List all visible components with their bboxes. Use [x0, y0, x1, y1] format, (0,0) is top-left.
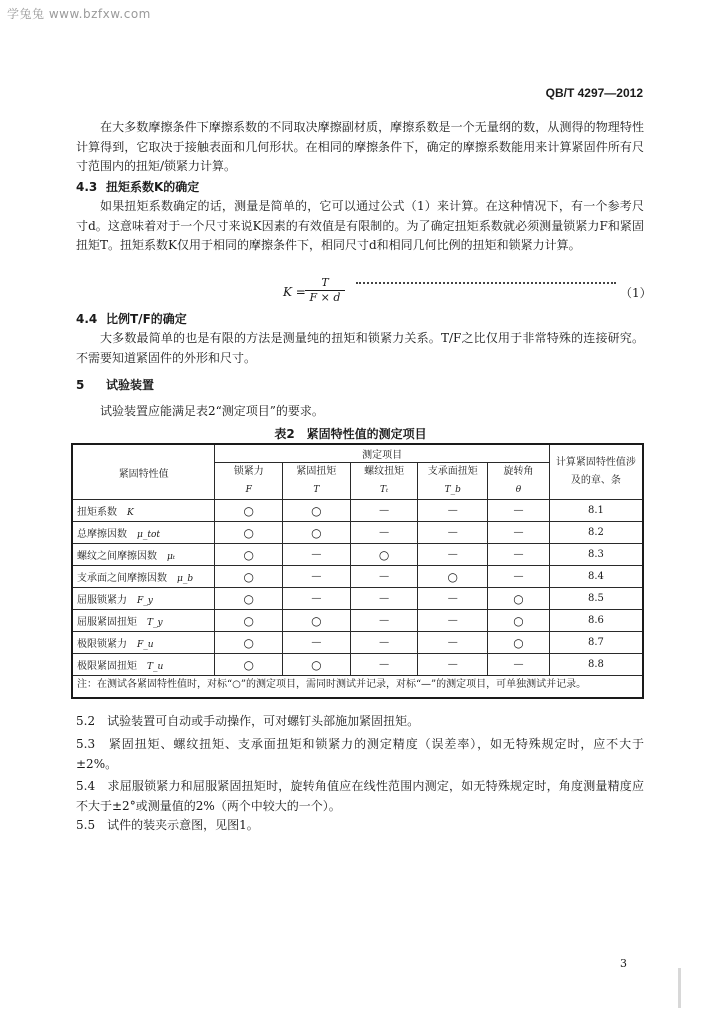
subheader-cell — [488, 463, 550, 500]
row-symbol: μₜ — [167, 552, 176, 562]
subheader-cell — [283, 463, 351, 500]
not-required-mark: — — [488, 522, 550, 544]
heading-5 — [76, 376, 154, 393]
measured-mark: ○ — [488, 588, 550, 610]
item-number: 5.4 — [76, 779, 96, 793]
not-required-mark: — — [418, 610, 488, 632]
measured-mark: ○ — [215, 654, 283, 676]
item-text: 试验装置可自动或手动操作，可对螺钉头部施加紧固扭矩。 — [107, 714, 420, 728]
not-required-mark: — — [283, 632, 351, 654]
row-label-cell — [72, 588, 215, 610]
item-text: 求屈服锁紧力和屈服紧固扭矩时，旋转角值应在线性范围内测定，如无特殊规定时，角度测量精度应不大于±2°或测量值的2%（两个中较大的一个）。 — [76, 779, 644, 813]
measured-mark: ○ — [283, 500, 351, 522]
equation-number: （1） — [620, 286, 652, 300]
measured-mark: ○ — [418, 566, 488, 588]
table-row — [72, 588, 643, 610]
heading-4-4 — [76, 310, 187, 327]
table-caption: 表2 紧固特性值的测定项目 — [274, 427, 427, 441]
measured-mark: ○ — [215, 522, 283, 544]
paragraph-4-4: 大多数最简单的也是有限的方法是测量纯的扭矩和锁紧力关系。T/F之比仅用于非常特殊的连接研究。不需要知道紧固件的外形和尺寸。 — [76, 331, 644, 365]
row-symbol: T_y — [147, 618, 163, 628]
watermark: 学兔兔 www.bzfxw.com — [7, 7, 151, 21]
row-label: 极限紧固扭矩 — [77, 661, 137, 672]
clause-ref-cell: 8.7 — [549, 632, 643, 654]
measured-mark: ○ — [283, 654, 351, 676]
not-required-mark: — — [418, 522, 488, 544]
clause-ref-cell: 8.6 — [549, 610, 643, 632]
not-required-mark: — — [418, 654, 488, 676]
row-label: 扭矩系数 — [77, 507, 117, 518]
clause-ref-cell: 8.1 — [549, 500, 643, 522]
subheader-cell — [215, 463, 283, 500]
subheader-symbol: F — [245, 485, 252, 495]
not-required-mark: — — [488, 566, 550, 588]
measured-mark: ○ — [215, 632, 283, 654]
formula-numerator: T — [305, 276, 345, 291]
not-required-mark: — — [283, 544, 351, 566]
page-number: 3 — [620, 957, 627, 970]
measured-mark: ○ — [283, 610, 351, 632]
item-5-2 — [76, 712, 644, 732]
paragraph-5: 试验装置应能满足表2“测定项目”的要求。 — [100, 404, 324, 418]
table-row — [72, 654, 643, 676]
row-symbol: K — [127, 508, 134, 518]
formula-1 — [0, 276, 701, 306]
row-label: 支承面之间摩擦因数 — [77, 573, 167, 584]
subheader-symbol: Tₜ — [379, 485, 389, 495]
not-required-mark: — — [488, 654, 550, 676]
item-number: 5.3 — [76, 737, 96, 751]
subheader-label: 旋转角 — [503, 466, 534, 477]
clause-ref-cell: 8.5 — [549, 588, 643, 610]
leader-dots — [356, 282, 616, 284]
table-row — [72, 522, 643, 544]
section-number: 5 — [76, 378, 85, 392]
item-5-5 — [76, 816, 644, 836]
not-required-mark: — — [350, 654, 418, 676]
subheader-symbol: T_b — [444, 485, 461, 495]
clause-ref-cell: 8.8 — [549, 654, 643, 676]
row-label-cell — [72, 654, 215, 676]
row-label: 屈服锁紧力 — [77, 595, 127, 606]
measured-mark: ○ — [215, 566, 283, 588]
row-label-cell — [72, 610, 215, 632]
formula-denominator: F × d — [309, 291, 341, 304]
table-row — [72, 544, 643, 566]
not-required-mark: — — [350, 522, 418, 544]
section-title: 扭矩系数K的确定 — [106, 180, 200, 194]
table-row — [72, 610, 643, 632]
measured-mark: ○ — [215, 500, 283, 522]
row-symbol: μ_tot — [137, 530, 161, 540]
not-required-mark: — — [350, 566, 418, 588]
not-required-mark: — — [350, 610, 418, 632]
not-required-mark: — — [350, 500, 418, 522]
not-required-mark: — — [283, 588, 351, 610]
measured-mark: ○ — [215, 588, 283, 610]
measured-mark: ○ — [283, 522, 351, 544]
item-5-4 — [76, 777, 644, 816]
table-row — [72, 632, 643, 654]
clause-ref-cell: 8.4 — [549, 566, 643, 588]
not-required-mark: — — [488, 500, 550, 522]
subheader-label: 螺纹扭矩 — [364, 466, 405, 477]
row-symbol: T_u — [147, 662, 164, 672]
standard-code: QB/T 4297—2012 — [545, 86, 643, 100]
table-note: 注：在测试各紧固特性值时，对标“○”的测定项目，需同时测试并记录，对标“—”的测定项目，可单独测试并记录。 — [72, 676, 643, 699]
measured-mark: ○ — [215, 544, 283, 566]
row-label-cell — [72, 632, 215, 654]
header-measurement-items: 测定项目 — [215, 444, 549, 463]
subheader-label: 支承面扭矩 — [427, 466, 478, 477]
not-required-mark: — — [350, 588, 418, 610]
measured-mark: ○ — [350, 544, 418, 566]
item-5-3 — [76, 735, 644, 774]
section-title: 比例T/F的确定 — [106, 312, 187, 326]
clause-ref-cell: 8.3 — [549, 544, 643, 566]
table-row — [72, 500, 643, 522]
paragraph-4-3: 如果扭矩系数确定的话，测量是简单的，它可以通过公式（1）来计算。在这种情况下，有一个参考尺寸d。这意味着对于一个尺寸来说K因素的有效值是有限制的。为了确定扭矩系数就必须测量锁紧力F和紧固扭矩T。扭矩系数K仅用于相同的摩擦条件下，相同尺寸d和相同几何比例的扭矩和锁紧力计算。 — [76, 199, 644, 252]
paragraph-friction: 在大多数摩擦条件下摩擦系数的不同取决摩擦副材质，摩擦系数是一个无量纲的数，从测得的物理特性计算得到，它取决于接触表面和几何形状。在相同的摩擦条件下，确定的摩擦系数能用来计算紧固件所有尺寸范围内的扭矩/锁紧力计算。 — [76, 120, 644, 173]
subheader-symbol: T — [313, 485, 320, 495]
not-required-mark: — — [418, 588, 488, 610]
row-label-cell — [72, 566, 215, 588]
header-characteristic: 紧固特性值 — [72, 444, 215, 500]
section-number: 4.3 — [76, 180, 98, 194]
not-required-mark: — — [418, 632, 488, 654]
row-label-cell — [72, 522, 215, 544]
item-number: 5.5 — [76, 818, 96, 832]
row-label: 极限锁紧力 — [77, 639, 127, 650]
subheader-cell — [350, 463, 418, 500]
subheader-label: 锁紧力 — [233, 466, 264, 477]
measured-mark: ○ — [488, 632, 550, 654]
not-required-mark: — — [488, 544, 550, 566]
subheader-cell — [418, 463, 488, 500]
not-required-mark: — — [418, 544, 488, 566]
row-symbol: μ_b — [177, 574, 194, 584]
not-required-mark: — — [283, 566, 351, 588]
scan-edge-mark — [678, 968, 681, 1008]
formula-lhs: K = — [283, 285, 306, 299]
row-symbol: F_y — [137, 596, 153, 606]
item-text: 试件的装夹示意图，见图1。 — [107, 818, 259, 832]
measurement-table — [71, 443, 644, 699]
heading-4-3 — [76, 178, 199, 195]
not-required-mark: — — [418, 500, 488, 522]
measured-mark: ○ — [488, 610, 550, 632]
row-label: 屈服紧固扭矩 — [77, 617, 137, 628]
row-label: 螺纹之间摩擦因数 — [77, 551, 157, 562]
measured-mark: ○ — [215, 610, 283, 632]
row-symbol: F_u — [137, 640, 154, 650]
row-label: 总摩擦因数 — [77, 529, 127, 540]
not-required-mark: — — [350, 632, 418, 654]
section-title: 试验装置 — [106, 378, 155, 392]
subheader-symbol: θ — [515, 485, 522, 495]
item-number: 5.2 — [76, 714, 96, 728]
clause-ref-cell: 8.2 — [549, 522, 643, 544]
section-number: 4.4 — [76, 312, 98, 326]
row-label-cell — [72, 500, 215, 522]
formula-fraction — [305, 276, 345, 304]
header-clause-ref: 计算紧固特性值涉及的章、条 — [549, 444, 643, 500]
item-text: 紧固扭矩、螺纹扭矩、支承面扭矩和锁紧力的测定精度（误差率），如无特殊规定时，应不大于±2%。 — [76, 737, 644, 771]
table-row — [72, 566, 643, 588]
row-label-cell — [72, 544, 215, 566]
subheader-label: 紧固扭矩 — [296, 466, 337, 477]
